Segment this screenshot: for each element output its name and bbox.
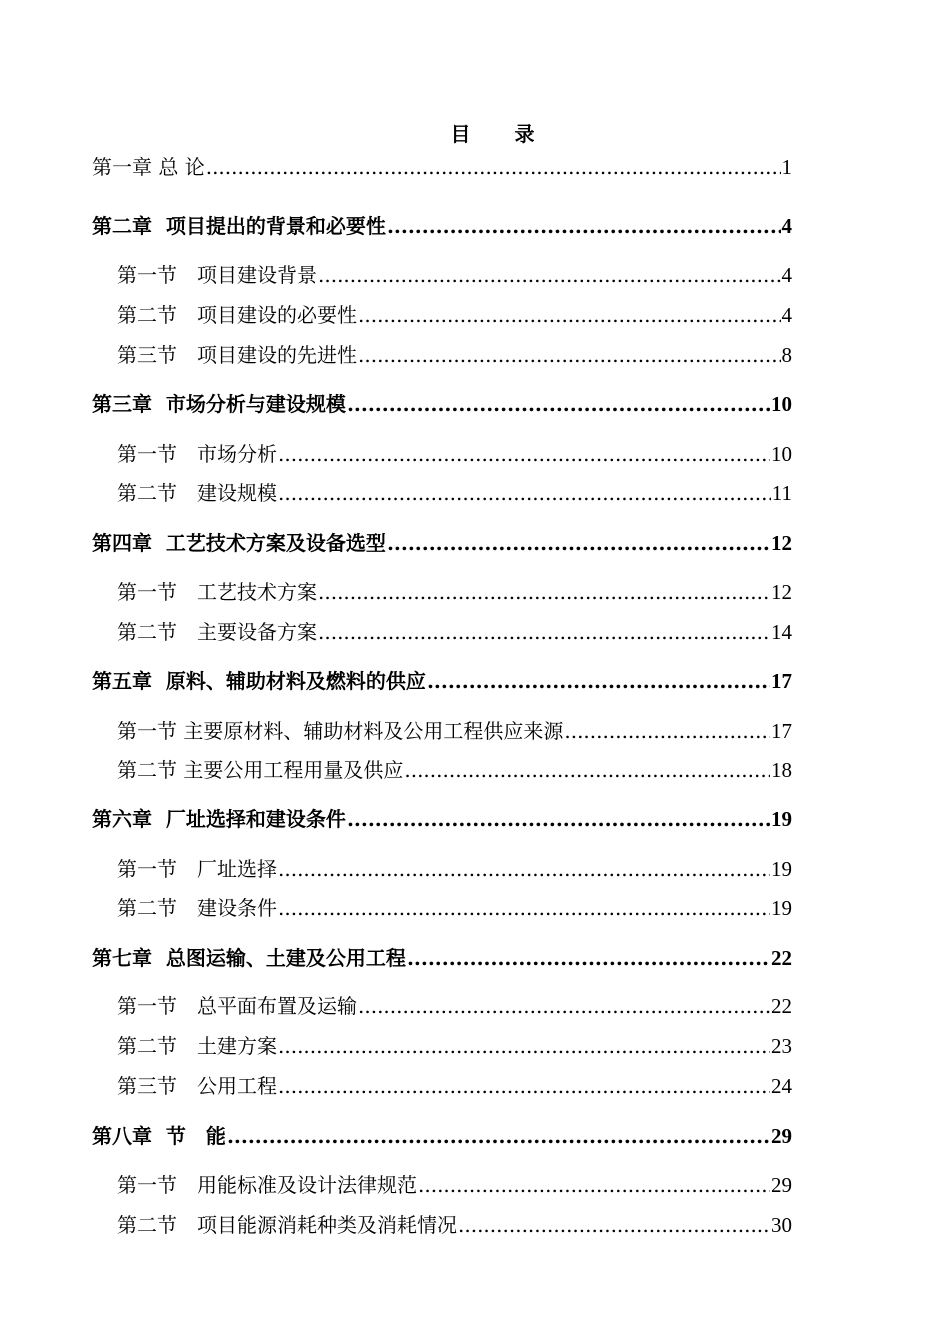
toc-entry-label: 第一节 厂址选择 xyxy=(117,857,277,881)
toc-entry-label: 第五章 原料、辅助材料及燃料的供应 xyxy=(92,669,426,693)
dot-leader xyxy=(227,1120,770,1152)
dot-leader xyxy=(318,576,770,608)
toc-entry-page: 4 xyxy=(781,263,792,287)
dot-leader xyxy=(278,477,771,509)
toc-entry-page: 30 xyxy=(771,1213,792,1237)
dot-leader xyxy=(278,853,770,885)
dot-leader xyxy=(358,299,781,331)
dot-leader xyxy=(358,990,770,1022)
toc-entry-section[interactable] xyxy=(117,616,792,648)
toc-entry-chapter-2[interactable] xyxy=(92,210,792,242)
toc-entry-label: 第一节 工艺技术方案 xyxy=(117,580,317,604)
toc-entry-label: 第一节 主要原材料、辅助材料及公用工程供应来源 xyxy=(117,719,564,743)
dot-leader xyxy=(407,942,770,974)
dot-leader xyxy=(418,1169,770,1201)
toc-entry-page: 19 xyxy=(771,857,792,881)
toc-entry-page: 12 xyxy=(771,580,792,604)
toc-entry-page: 14 xyxy=(771,620,792,644)
toc-entry-section[interactable] xyxy=(117,715,792,747)
toc-entry-label: 第二节 主要公用工程用量及供应 xyxy=(117,758,404,782)
toc-entry-page: 11 xyxy=(771,481,792,505)
toc-entry-label: 第一节 项目建设背景 xyxy=(117,263,317,287)
toc-entry-chapter-5[interactable] xyxy=(92,665,792,697)
dot-leader xyxy=(278,1030,770,1062)
toc-entry-label: 第二节 主要设备方案 xyxy=(117,620,317,644)
toc-entry-page: 10 xyxy=(771,442,792,466)
dot-leader xyxy=(206,151,781,183)
toc-entry-label: 第二节 土建方案 xyxy=(117,1034,277,1058)
dot-leader xyxy=(318,616,770,648)
toc-entry-chapter-3[interactable] xyxy=(92,388,792,420)
toc-entry-section[interactable] xyxy=(117,892,792,924)
dot-leader xyxy=(347,388,770,420)
toc-entry-label: 第一章 总 论 xyxy=(92,155,205,179)
toc-entry-section[interactable] xyxy=(117,259,792,291)
toc-title: 目 录 xyxy=(450,122,547,146)
toc-entry-section[interactable] xyxy=(117,477,792,509)
toc-entry-page: 22 xyxy=(771,946,792,970)
toc-entry-section[interactable] xyxy=(117,1070,792,1102)
toc-entry-label: 第二节 建设规模 xyxy=(117,481,277,505)
toc-entry-page: 17 xyxy=(771,669,792,693)
toc-entry-page: 23 xyxy=(771,1034,792,1058)
toc-entry-chapter-4[interactable] xyxy=(92,527,792,559)
toc-entry-label: 第六章 厂址选择和建设条件 xyxy=(92,807,346,831)
toc-entry-label: 第二节 项目建设的必要性 xyxy=(117,303,357,327)
toc-entry-label: 第四章 工艺技术方案及设备选型 xyxy=(92,531,386,555)
toc-entry-chapter-1[interactable] xyxy=(92,151,792,183)
toc-entry-label: 第三节 项目建设的先进性 xyxy=(117,343,357,367)
toc-entry-label: 第三章 市场分析与建设规模 xyxy=(92,392,346,416)
toc-entry-chapter-7[interactable] xyxy=(92,942,792,974)
toc-entry-page: 29 xyxy=(771,1173,792,1197)
toc-entry-page: 12 xyxy=(771,531,792,555)
toc-entry-section[interactable] xyxy=(117,754,792,786)
toc-entry-section[interactable] xyxy=(117,339,792,371)
toc-entry-page: 4 xyxy=(781,214,792,238)
toc-entry-page: 22 xyxy=(771,994,792,1018)
dot-leader xyxy=(278,438,770,470)
dot-leader xyxy=(278,892,770,924)
dot-leader xyxy=(458,1209,770,1241)
dot-leader xyxy=(278,1070,770,1102)
dot-leader xyxy=(427,665,770,697)
dot-leader xyxy=(387,527,770,559)
toc-entry-section[interactable] xyxy=(117,299,792,331)
toc-entry-section[interactable] xyxy=(117,438,792,470)
toc-entry-section[interactable] xyxy=(117,1030,792,1062)
toc-entry-page: 29 xyxy=(771,1124,792,1148)
dot-leader xyxy=(404,754,770,786)
toc-entry-page: 24 xyxy=(771,1074,792,1098)
toc-entry-page: 19 xyxy=(771,896,792,920)
toc-entry-label: 第二节 建设条件 xyxy=(117,896,277,920)
toc-entry-section[interactable] xyxy=(117,576,792,608)
toc-entry-label: 第七章 总图运输、土建及公用工程 xyxy=(92,946,406,970)
toc-entry-label: 第一节 市场分析 xyxy=(117,442,277,466)
toc-entry-page: 17 xyxy=(771,719,792,743)
toc-entry-chapter-8[interactable] xyxy=(92,1120,792,1152)
dot-leader xyxy=(387,210,781,242)
toc-entry-page: 19 xyxy=(771,807,792,831)
dot-leader xyxy=(318,259,781,291)
dot-leader xyxy=(358,339,781,371)
dot-leader xyxy=(347,803,770,835)
toc-entry-page: 10 xyxy=(771,392,792,416)
toc-entry-page: 4 xyxy=(781,303,792,327)
toc-entry-label: 第一节 总平面布置及运输 xyxy=(117,994,357,1018)
toc-entry-section[interactable] xyxy=(117,853,792,885)
toc-entry-section[interactable] xyxy=(117,1209,792,1241)
toc-entry-label: 第二节 项目能源消耗种类及消耗情况 xyxy=(117,1213,457,1237)
toc-entry-section[interactable] xyxy=(117,1169,792,1201)
toc-entry-page: 8 xyxy=(781,343,792,367)
toc-entry-label: 第一节 用能标准及设计法律规范 xyxy=(117,1173,417,1197)
toc-entry-label: 第二章 项目提出的背景和必要性 xyxy=(92,214,386,238)
toc-entry-page: 18 xyxy=(771,758,792,782)
toc-entry-page: 1 xyxy=(781,155,792,179)
toc-entry-label: 第三节 公用工程 xyxy=(117,1074,277,1098)
toc-entry-chapter-6[interactable] xyxy=(92,803,792,835)
toc-entry-label: 第八章 节 能 xyxy=(92,1124,226,1148)
dot-leader xyxy=(564,715,770,747)
toc-entry-section[interactable] xyxy=(117,990,792,1022)
